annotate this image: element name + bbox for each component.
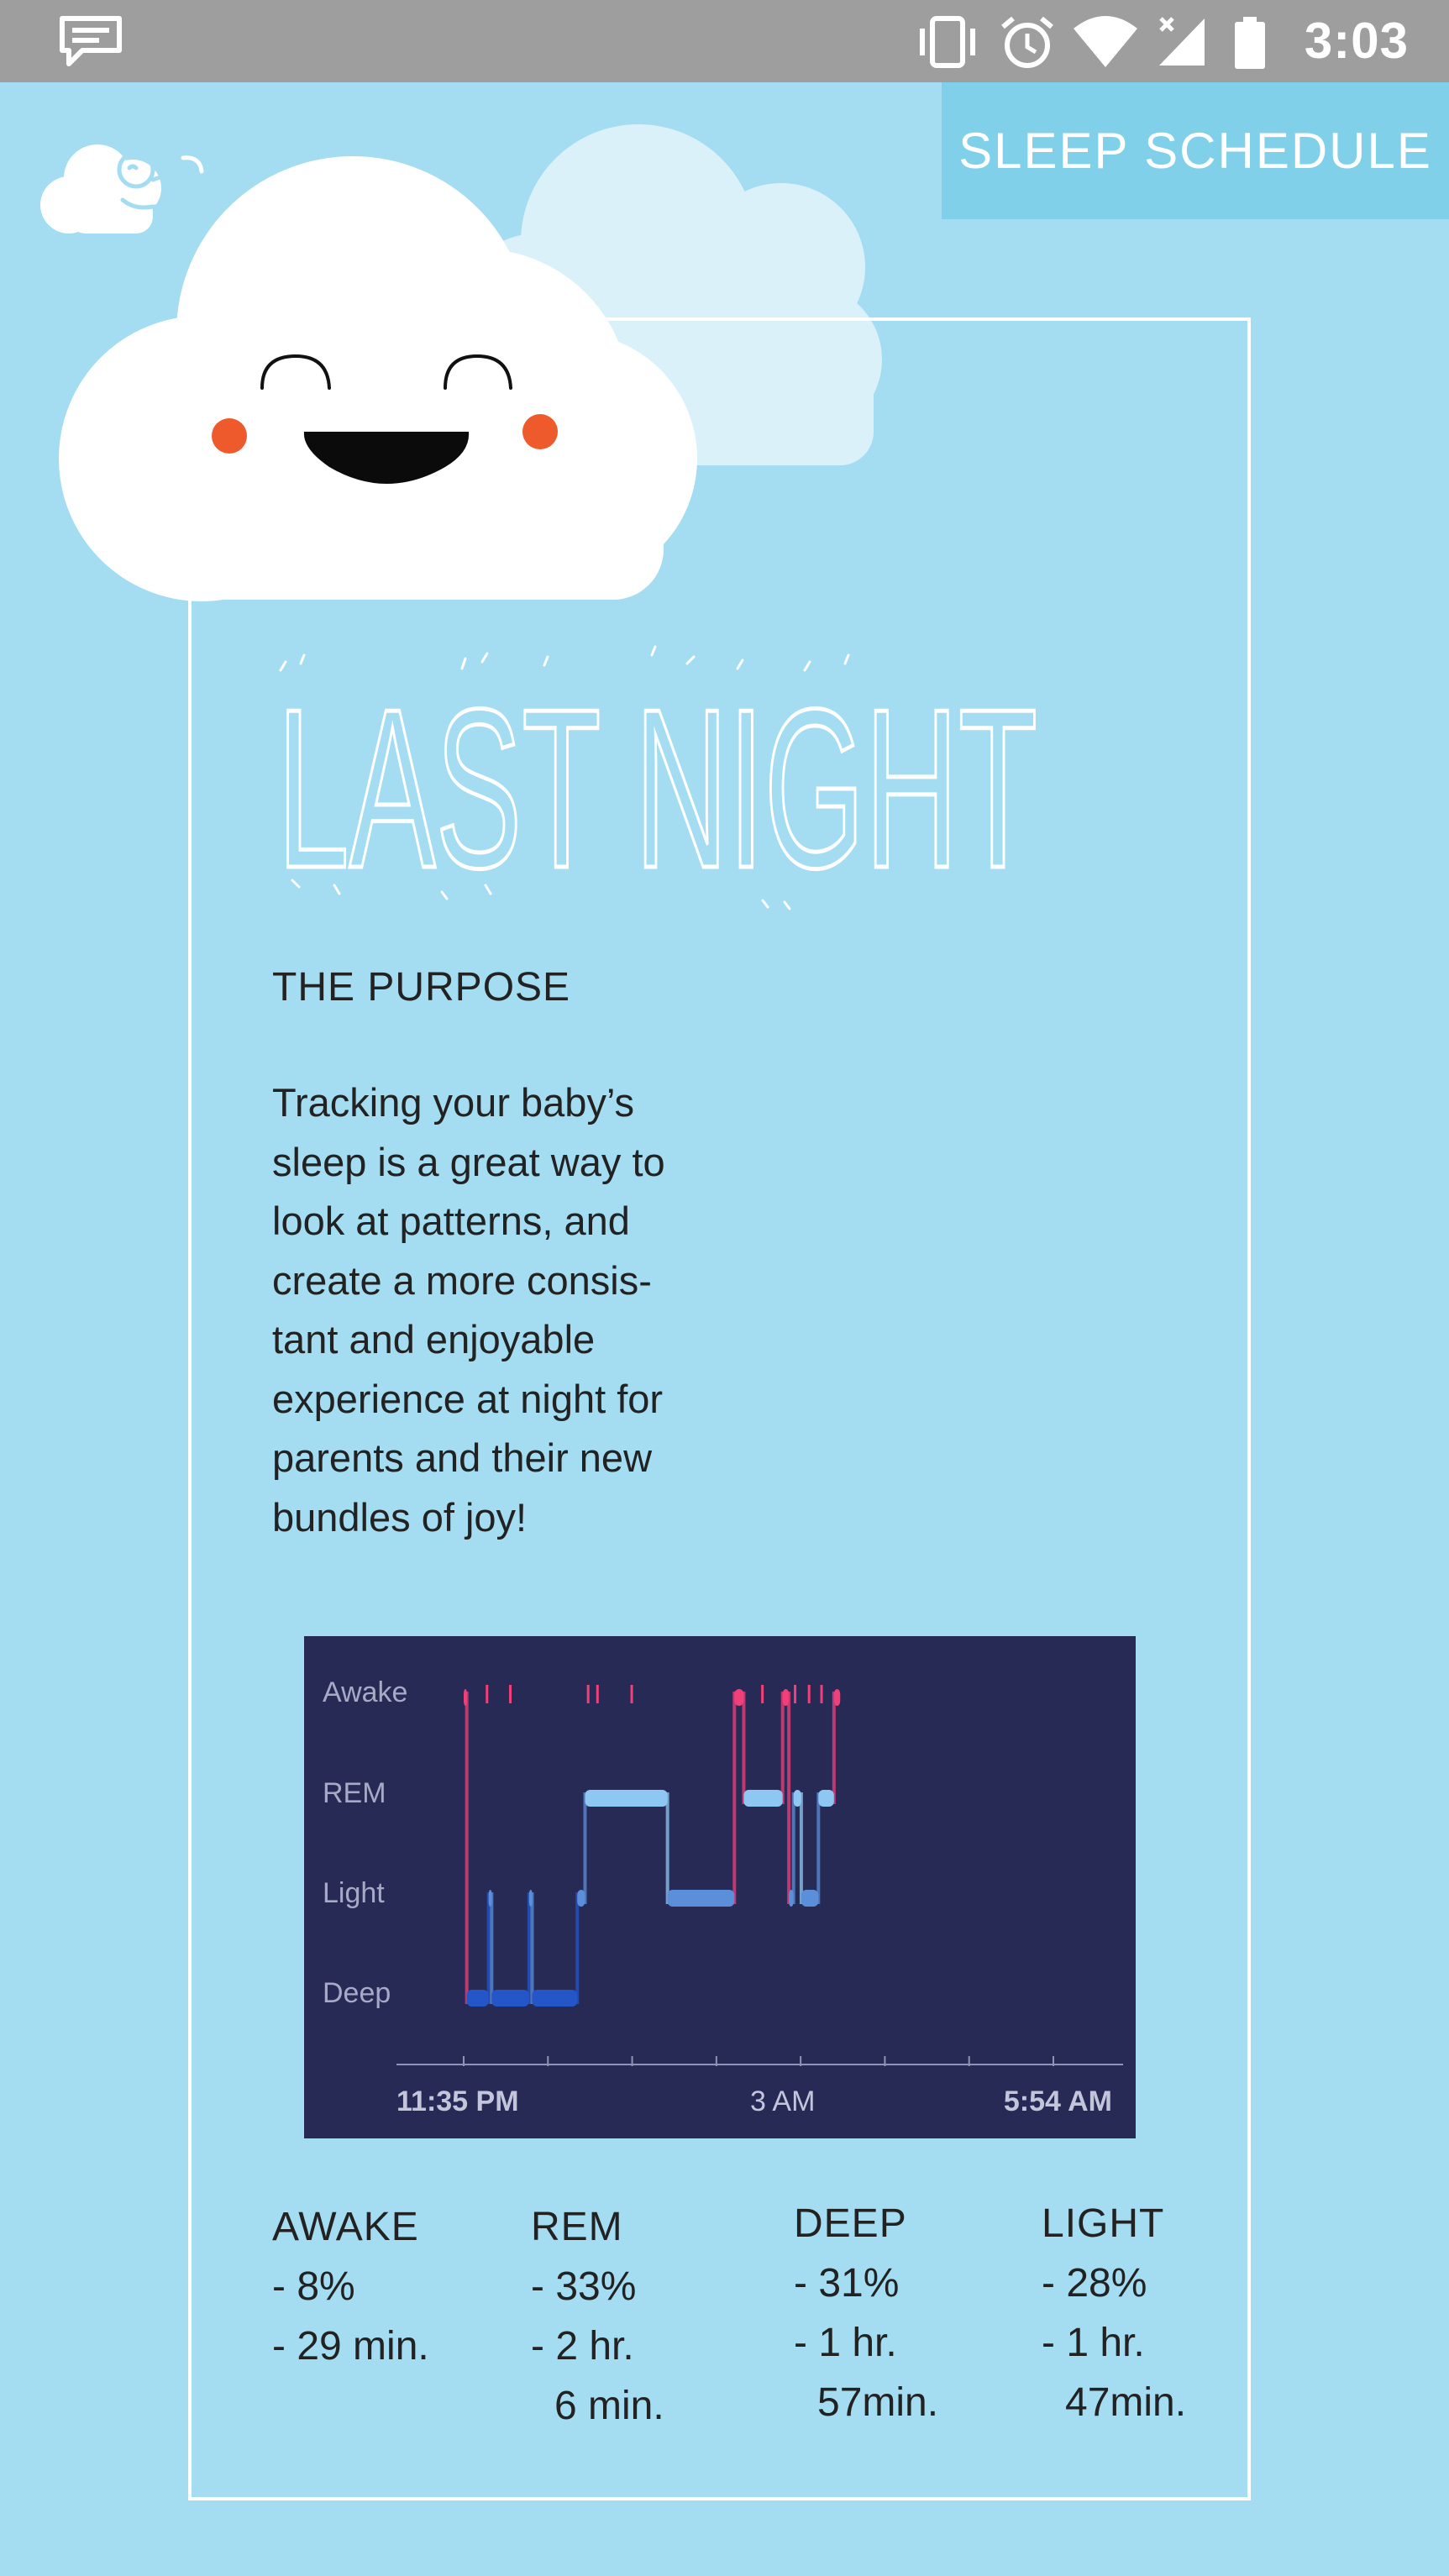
stage-band-light [577,1890,585,1907]
stage-band-rem [818,1790,834,1807]
stage-band-deep [467,1990,489,2007]
y-tick-label: Light [323,1877,385,1909]
purpose-line: sleep is a great way to [272,1139,665,1184]
page-title [267,640,1057,926]
clock-time: 3:03 [1304,13,1409,69]
stage-band-light [489,1890,492,1907]
purpose-paragraph [272,1073,743,1547]
stage-band-deep [491,1990,528,2007]
stage-band-light [529,1890,533,1907]
purpose-line: experience at night for [272,1376,664,1421]
signal-icon [1156,15,1208,69]
y-tick-label: Awake [323,1676,408,1708]
y-tick-label: REM [323,1777,386,1809]
purpose-line: parents and their new [272,1435,653,1480]
purpose-line: Tracking your baby’s [272,1080,635,1125]
purpose-heading: THE PURPOSE [272,965,571,1010]
stage-band-light [789,1890,794,1907]
purpose-line: bundles of joy! [272,1494,528,1540]
stat-light [1042,2194,1186,2432]
stage-band-awake [464,1689,467,1706]
stat-line: - 1 hr. [794,2321,897,2365]
battery-icon [1231,15,1268,71]
stat-line: - 1 hr. [1042,2321,1145,2365]
page-title-text: LAST NIGHT [277,663,1037,916]
stat-line: - 33% [531,2264,637,2309]
stage-band-awake [834,1689,840,1706]
alarm-icon [998,15,1057,71]
status-bar [0,0,1449,82]
stat-line: - 8% [272,2264,355,2309]
purpose-line: create a more consis- [272,1257,652,1303]
stage-band-rem [585,1790,667,1807]
sleep-schedule-tab[interactable]: SLEEP SCHEDULE [942,82,1449,219]
vibrate-icon [914,15,981,69]
x-tick-label: 11:35 PM [396,2085,519,2117]
stage-band-light [668,1890,735,1907]
message-icon[interactable] [57,13,124,69]
stat-line: 6 min. [554,2384,664,2428]
stage-band-awake [734,1689,743,1706]
stage-band-awake [783,1689,789,1706]
stat-line: - 28% [1042,2261,1147,2306]
purpose-line: tant and enjoyable [272,1317,596,1361]
stat-title: AWAKE [272,2205,419,2249]
x-tick-label: 5:54 AM [1003,2085,1112,2117]
stat-title: REM [531,2205,623,2249]
chart-canvas [304,1636,1136,2138]
stat-awake [272,2197,429,2376]
stage-band-deep [532,1990,577,2007]
sleep-stage-chart[interactable] [304,1636,1136,2138]
stat-title: LIGHT [1042,2201,1165,2246]
x-tick-label: 3 AM [749,2085,816,2117]
stat-line: - 31% [794,2261,900,2306]
stage-band-light [801,1890,818,1907]
stat-line: - 29 min. [272,2324,429,2369]
stat-line: - 2 hr. [531,2324,634,2369]
stat-line: 47min. [1065,2380,1187,2425]
stage-band-rem [743,1790,782,1807]
stat-line: 57min. [817,2380,939,2425]
stat-deep [794,2194,938,2432]
stage-band-rem [794,1790,801,1807]
purpose-line: look at patterns, and [272,1199,630,1243]
stat-title: DEEP [794,2201,907,2246]
wifi-icon [1072,15,1139,69]
y-tick-label: Deep [323,1977,391,2009]
stat-rem [531,2197,664,2436]
